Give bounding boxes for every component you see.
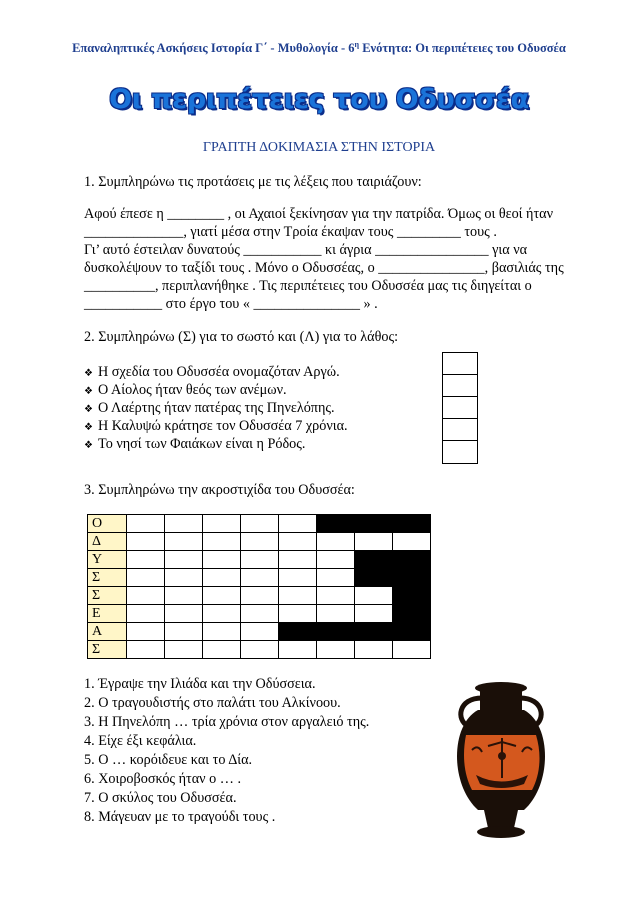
acrostic-blocked-cell [393, 569, 431, 587]
acrostic-cell[interactable] [203, 587, 241, 605]
acrostic-blocked-cell [393, 587, 431, 605]
acrostic-cell[interactable] [165, 587, 203, 605]
acrostic-blocked-cell [393, 551, 431, 569]
acrostic-cell[interactable] [393, 641, 431, 659]
acrostic-cell[interactable] [241, 641, 279, 659]
acrostic-row [88, 533, 431, 551]
tf-answer-boxes [442, 352, 478, 464]
acrostic-blocked-cell [393, 605, 431, 623]
greek-amphora-icon [448, 680, 554, 840]
tf-answer-box[interactable] [443, 441, 477, 463]
acrostic-cell[interactable] [127, 569, 165, 587]
clue: 4. Είχε έξι κεφάλια. [84, 733, 197, 749]
acrostic-blocked-cell [317, 623, 355, 641]
acrostic-blocked-cell [355, 551, 393, 569]
acrostic-cell[interactable] [241, 515, 279, 533]
acrostic-cell[interactable] [165, 605, 203, 623]
acrostic-letter: Α [88, 623, 127, 641]
acrostic-cell[interactable] [279, 605, 317, 623]
page-title: Οι περιπέτειες του Οδυσσέα [109, 84, 529, 115]
acrostic-cell[interactable] [317, 533, 355, 551]
acrostic-cell[interactable] [279, 533, 317, 551]
clue: 8. Μάγευαν με το τραγούδι τους . [84, 809, 276, 825]
exercise2-heading: 2. Συμπληρώνω (Σ) για το σωστό και (Λ) για το λάθος: [84, 329, 399, 345]
acrostic-cell[interactable] [355, 641, 393, 659]
acrostic-blocked-cell [393, 623, 431, 641]
header-text-rest: Ενότητα: Οι περιπέτειες του Οδυσσέα [359, 41, 566, 56]
tf-statement: ❖ Η Καλυψώ κράτησε τον Οδυσσέα 7 χρόνια. [84, 418, 348, 434]
acrostic-cell[interactable] [355, 533, 393, 551]
acrostic-cell[interactable] [241, 569, 279, 587]
acrostic-row [88, 641, 431, 659]
tf-statement: ❖ Η σχεδία του Οδυσσέα ονομαζόταν Αργώ. [84, 364, 340, 380]
acrostic-letter: Σ [88, 641, 127, 659]
acrostic-cell[interactable] [165, 515, 203, 533]
tf-answer-box[interactable] [443, 397, 477, 419]
diamond-bullet-icon: ❖ [84, 368, 93, 379]
acrostic-letter: Ο [88, 515, 127, 533]
acrostic-cell[interactable] [241, 587, 279, 605]
page-subtitle: ΓΡΑΠΤΗ ΔΟΚΙΜΑΣΙΑ ΣΤΗΝ ΙΣΤΟΡΙΑ [202, 140, 436, 155]
clue: 2. Ο τραγουδιστής στο παλάτι του Αλκίνοου. [84, 695, 341, 711]
acrostic-blocked-cell [279, 623, 317, 641]
acrostic-cell[interactable] [127, 605, 165, 623]
clue: 6. Χοιροβοσκός ήταν ο … . [84, 771, 242, 787]
exercise3-heading: 3. Συμπληρώνω την ακροστιχίδα του Οδυσσέα: [84, 482, 355, 498]
acrostic-row [88, 515, 431, 533]
acrostic-row [88, 551, 431, 569]
exercise1-line: ______________, γιατί μέσα στην Τροία έκαψαν τους _________ τους . [84, 224, 497, 240]
exercise1-line: __________, περιπλανήθηκε . Τις περιπέτειες του Οδυσσέα μας τις διηγείται ο [84, 278, 532, 294]
acrostic-row [88, 623, 431, 641]
exercise1-line: δυσκολέψουν το ταξίδι τους . Μόνο ο Οδυσσέας, ο _______________, βασιλιάς της [84, 260, 564, 276]
tf-statement: ❖ Το νησί των Φαιάκων είναι η Ρόδος. [84, 436, 306, 452]
acrostic-blocked-cell [317, 515, 355, 533]
exercise1-line: Αφού έπεσε η ________ , οι Αχαιοί ξεκίνησαν για την πατρίδα. Όμως οι θεοί ήταν [84, 206, 553, 222]
acrostic-row [88, 605, 431, 623]
acrostic-cell[interactable] [165, 569, 203, 587]
diamond-bullet-icon: ❖ [84, 422, 93, 433]
page-header [0, 40, 638, 56]
exercise1-line: Γι’ αυτό έστειλαν δυνατούς ___________ κι άγρια ________________ για να [84, 242, 528, 258]
acrostic-cell[interactable] [127, 587, 165, 605]
acrostic-cell[interactable] [241, 605, 279, 623]
tf-answer-box[interactable] [443, 353, 477, 375]
tf-answer-box[interactable] [443, 419, 477, 441]
acrostic-row [88, 587, 431, 605]
clue: 1. Έγραψε την Ιλιάδα και την Οδύσσεια. [84, 676, 316, 692]
acrostic-cell[interactable] [355, 605, 393, 623]
tf-answer-box[interactable] [443, 375, 477, 397]
acrostic-cell[interactable] [127, 641, 165, 659]
acrostic-cell[interactable] [279, 551, 317, 569]
diamond-bullet-icon: ❖ [84, 404, 93, 415]
acrostic-cell[interactable] [165, 533, 203, 551]
acrostic-blocked-cell [393, 515, 431, 533]
diamond-bullet-icon: ❖ [84, 386, 93, 397]
acrostic-row [88, 569, 431, 587]
acrostic-cell[interactable] [127, 551, 165, 569]
acrostic-cell[interactable] [317, 587, 355, 605]
header-text: Επαναληπτικές Ασκήσεις Ιστορία Γ΄ - Μυθολογία - 6 [72, 41, 355, 56]
acrostic-cell[interactable] [203, 605, 241, 623]
acrostic-cell[interactable] [127, 623, 165, 641]
acrostic-cell[interactable] [165, 641, 203, 659]
acrostic-cell[interactable] [241, 551, 279, 569]
acrostic-cell[interactable] [127, 533, 165, 551]
header-superscript: η [354, 40, 360, 49]
tf-statement: ❖ Ο Αίολος ήταν θεός των ανέμων. [84, 382, 287, 398]
acrostic-cell[interactable] [165, 623, 203, 641]
acrostic-cell[interactable] [203, 569, 241, 587]
acrostic-cell[interactable] [393, 533, 431, 551]
diamond-bullet-icon: ❖ [84, 440, 93, 451]
acrostic-blocked-cell [355, 623, 393, 641]
acrostic-cell[interactable] [317, 551, 355, 569]
acrostic-letter: Ε [88, 605, 127, 623]
tf-statement: ❖ Ο Λαέρτης ήταν πατέρας της Πηνελόπης. [84, 400, 335, 416]
acrostic-cell[interactable] [203, 623, 241, 641]
acrostic-blocked-cell [355, 515, 393, 533]
acrostic-cell[interactable] [279, 515, 317, 533]
acrostic-cell[interactable] [203, 515, 241, 533]
clue: 3. Η Πηνελόπη … τρία χρόνια στον αργαλειό της. [84, 714, 370, 730]
acrostic-cell[interactable] [203, 641, 241, 659]
acrostic-letter: Υ [88, 551, 127, 569]
clue: 7. Ο σκύλος του Οδυσσέα. [84, 790, 237, 806]
acrostic-cell[interactable] [203, 533, 241, 551]
acrostic-letter: Δ [88, 533, 127, 551]
acrostic-cell[interactable] [279, 569, 317, 587]
acrostic-cell[interactable] [127, 515, 165, 533]
acrostic-grid [87, 514, 431, 659]
acrostic-cell[interactable] [241, 533, 279, 551]
acrostic-cell[interactable] [203, 551, 241, 569]
acrostic-cell[interactable] [355, 587, 393, 605]
acrostic-cell[interactable] [317, 605, 355, 623]
acrostic-cell[interactable] [279, 587, 317, 605]
acrostic-cell[interactable] [165, 551, 203, 569]
acrostic-cell[interactable] [317, 569, 355, 587]
exercise1-heading: 1. Συμπληρώνω τις προτάσεις με τις λέξεις που ταιριάζουν: [84, 174, 422, 190]
acrostic-cell[interactable] [317, 641, 355, 659]
clue: 5. Ο … κορόιδευε και το Δία. [84, 752, 253, 768]
acrostic-blocked-cell [355, 569, 393, 587]
acrostic-letter: Σ [88, 569, 127, 587]
acrostic-letter: Σ [88, 587, 127, 605]
exercise1-line: ___________ στο έργο του « _______________ » . [84, 296, 378, 312]
acrostic-cell[interactable] [279, 641, 317, 659]
acrostic-cell[interactable] [241, 623, 279, 641]
